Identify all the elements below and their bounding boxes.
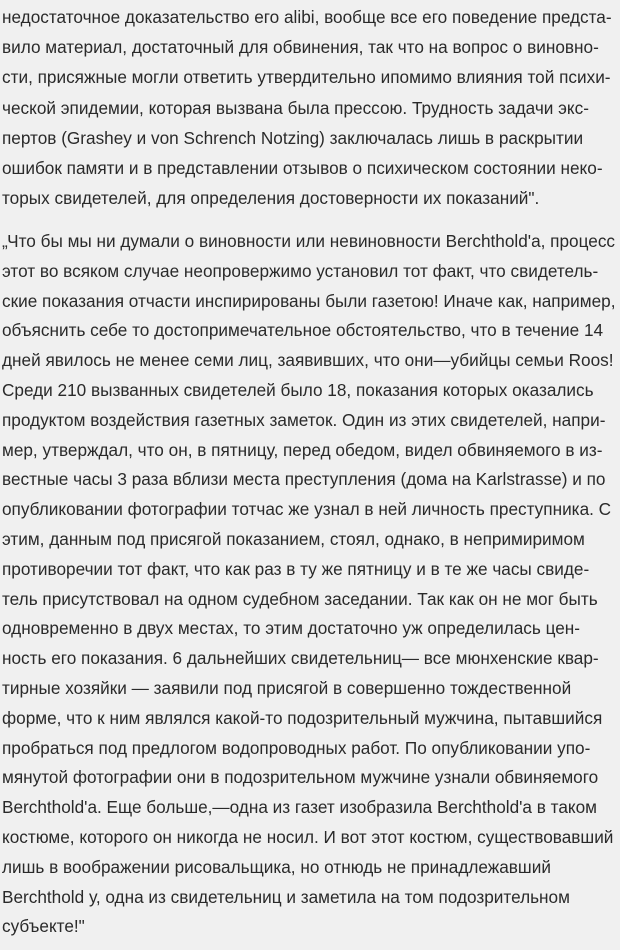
text-line: субъекте!" [2, 916, 85, 937]
text-line: вило материал, достаточный для обвинения, так что на вопрос о виновно- [2, 37, 599, 58]
text-line: сти, присяжные могли ответить утвердительно ипомимо влияния той психи- [2, 67, 611, 88]
text-line: одновременно в двух местах, то этим достаточно уж определилась цен- [2, 618, 581, 639]
text-line: противоречии тот факт, что как раз в ту же пятницу и в те же часы свиде- [2, 558, 590, 579]
text-line: недостаточное доказательство его alibi, вообще все его поведение предста- [2, 7, 612, 27]
text-line: Berchthold у, одна из свидетельниц и заметила на том подозрительном [2, 886, 570, 907]
text-line: пробраться под предлогом водопроводных работ. По опубликовании упо- [2, 737, 591, 758]
text-line: дней явилось не менее семи лиц, заявивших, что они—убийцы семьи Roos! [2, 350, 614, 371]
text-line: мер, утверждал, что он, в пятницу, перед обедом, видел обвиняемого в из- [2, 439, 603, 460]
text-line: мянутой фотографии они в подозрительном мужчине узнали обвиняемого [2, 767, 599, 788]
text-line: Berchthold'a. Еще больше,—одна из газет изобразила Berchthold'a в таком [2, 797, 597, 818]
paragraph-1 [2, 2, 618, 213]
text-line: костюме, которого он никогда не носил. И вот этот костюм, существовавший [2, 826, 614, 847]
text-line: этот во всяком случае неопровержимо установил тот факт, что свидетель- [2, 260, 599, 281]
text-line: опубликовании фотографии тотчас же узнал в ней личность преступника. С [2, 499, 612, 520]
text-line: лишь в воображении рисовальщика, но отнюдь не принадлежавший [2, 856, 551, 877]
text-line: тирные хозяйки — заявили под присягой в совершенно тождественной [2, 677, 572, 698]
text-line: объяснить себе то достопримечательное обстоятельство, что в течение 14 [2, 320, 604, 341]
text-line: ские показания отчасти инспирированы были газетою! Иначе как, например, [2, 290, 616, 311]
text-line: тель присутствовал на одном судебном заседании. Так как он не мог быть [2, 588, 598, 609]
text-line: ошибок памяти и в представлении отзывов о психическом состоянии неко- [2, 157, 603, 178]
text-line: ность его показания. 6 дальнейших свидетельниц— все мюнхенские квар- [2, 648, 599, 669]
text-line: ческой эпидемии, которая вызвана была прессою. Трудность задачи экс- [2, 97, 589, 118]
text-line: продуктом воздействия газетных заметок. Один из этих свидетелей, напри- [2, 409, 606, 430]
text-line: „Что бы мы ни думали о виновности или невиновности Berchthold'a, процесс [2, 231, 616, 251]
text-line: пертов (Grashey и von Schrench Notzing) заключалась лишь в раскрытии [2, 127, 584, 148]
text-line: торых свидетелей, для определения достоверности их показаний". [2, 188, 540, 209]
text-line: вестные часы 3 раза вблизи места преступления (дома на Karlstrasse) и по [2, 469, 606, 490]
text-line: этим, данным под присягой показанием, стоял, однако, в непримиримом [2, 528, 585, 549]
text-line: Среди 210 вызванных свидетелей было 18, показания которых оказались [2, 379, 594, 400]
text-line: форме, что к ним являлся какой-то подозрительный мужчина, пытавшийся [2, 707, 603, 728]
paragraph-2 [2, 227, 618, 942]
